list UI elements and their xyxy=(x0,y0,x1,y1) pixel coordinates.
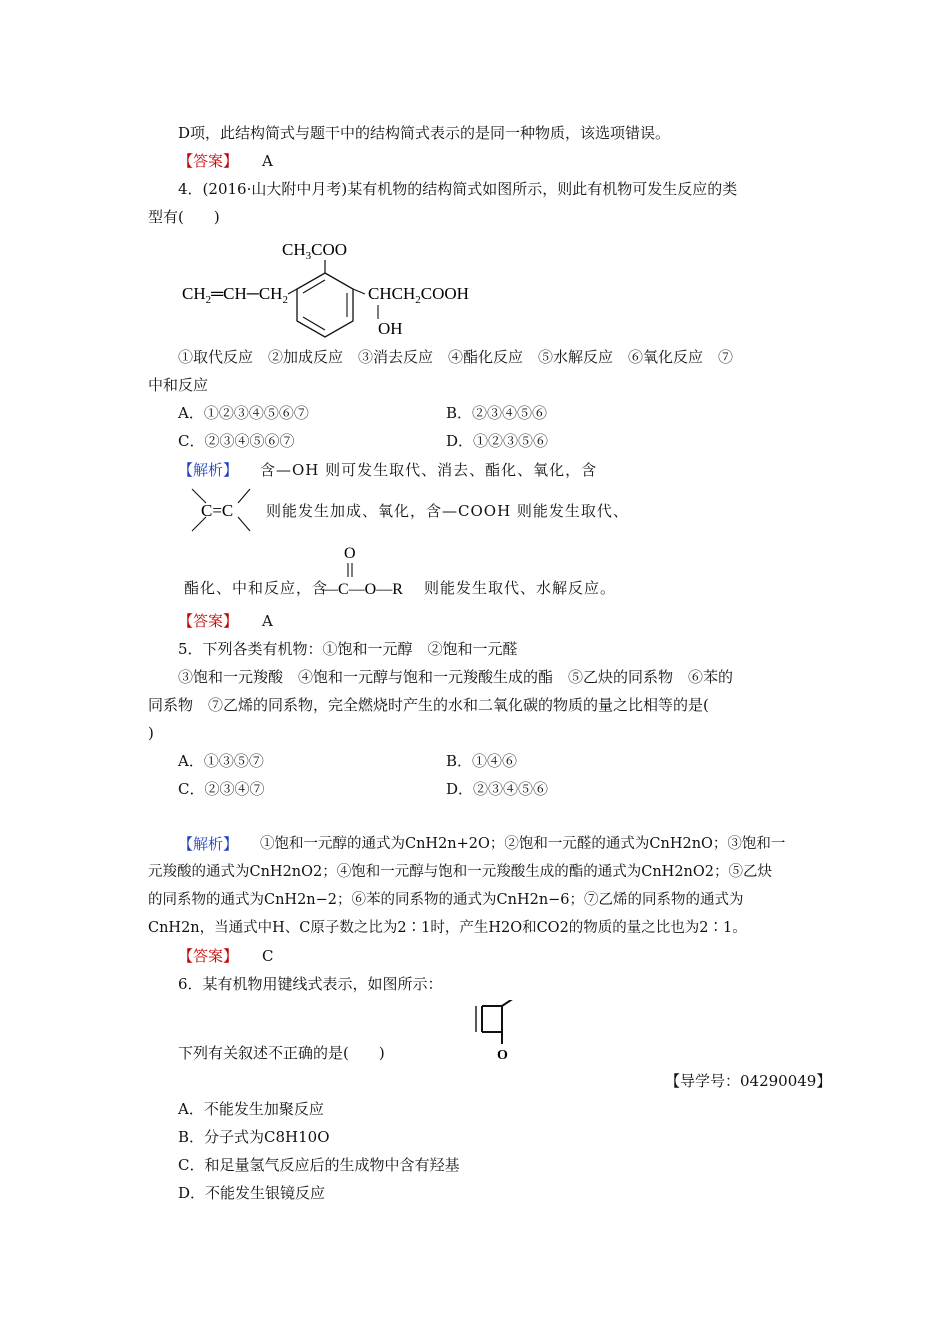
option-d: D．②③④⑤⑥ xyxy=(446,780,549,798)
analysis-text: ①饱和一元醇的通式为CnH2n+2O；②饱和一元醛的通式为CnH2nO；③饱和一 xyxy=(260,836,786,852)
carbonyl-o-label: O xyxy=(344,545,356,562)
option-c: C．②③④⑦ xyxy=(178,780,265,798)
analysis-text: 酯化、中和反应，含 xyxy=(184,579,329,597)
analysis-text: 的同系物的通式为CnH2n−2；⑥苯的同系物的通式为CnH2n−6；⑦乙烯的同系物的通式为 xyxy=(148,892,744,908)
allyl-chain-label: $CH_2═CH─CH_2$ xyxy=(182,284,288,306)
option-a: A．①②③④⑤⑥⑦ xyxy=(178,404,309,422)
option-c: C．②③④⑤⑥⑦ xyxy=(178,432,295,450)
answer-tag: 【答案】 xyxy=(178,152,239,170)
option-a: A．不能发生加聚反应 xyxy=(178,1100,324,1118)
question-5-stem-cont: ③饱和一元羧酸 ④饱和一元醇与饱和一元羧酸生成的酯 ⑤乙炔的同系物 ⑥苯的 xyxy=(178,668,734,686)
d-option-note: D项，此结构简式与题干中的结构简式表示的是同一种物质，该选项错误。 xyxy=(178,124,671,142)
analysis-text: CnH2n，当通式中H、C原子数之比为2∶1时，产生H2O和CO2的物质的量之比也为2∶1。 xyxy=(148,920,747,936)
option-b: B．分子式为C8H10O xyxy=(178,1128,330,1146)
oxygen-label: O xyxy=(497,1048,508,1063)
option-b: B．①④⑥ xyxy=(446,752,518,770)
option-a: A．①③⑤⑦ xyxy=(178,752,264,770)
ester-group-figure xyxy=(320,540,420,602)
analysis-tag: 【解析】 xyxy=(178,835,239,853)
ester-chain-label: —C—O—R xyxy=(322,581,403,598)
answer-tag: 【答案】 xyxy=(178,947,239,965)
option-d: D．不能发生银镜反应 xyxy=(178,1184,326,1202)
alkene-label: C=C xyxy=(201,501,234,520)
structure-figure-q4 xyxy=(175,233,505,343)
acetate-group-label: $CH_3COO$ xyxy=(282,240,348,262)
analysis-text: 则能发生加成、氧化，含—COOH 则能发生取代、 xyxy=(266,502,629,520)
question-5-stem-cont: 同系物 ⑦乙烯的同系物，完全燃烧时产生的水和二氧化碳的物质的量之比相等的是( xyxy=(148,696,709,714)
question-6-stem: 6．某有机物用键线式表示，如图所示： xyxy=(178,975,443,993)
side-chain-label: $CHCH_2COOH$ xyxy=(368,284,469,306)
question-5-stem-cont: ) xyxy=(148,724,154,742)
bond-line-figure-q6 xyxy=(464,1000,534,1064)
analysis-tag: 【解析】 xyxy=(178,461,239,479)
analysis-text: 元羧酸的通式为CnH2nO2；④饱和一元醇与饱和一元羧酸生成的酯的通式为CnH2nO2；⑤乙炔 xyxy=(148,864,773,880)
question-5-stem: 5．下列各类有机物：①饱和一元醇 ②饱和一元醛 xyxy=(178,640,518,658)
answer-value: A xyxy=(262,612,273,630)
question-4-stem-cont: 型有( ) xyxy=(148,208,220,226)
question-4-stem: 4．(2016·山大附中月考)某有机物的结构简式如图所示，则此有机物可发生反应的类 xyxy=(178,180,738,198)
answer-value: C xyxy=(262,947,274,965)
guide-number: 【导学号：04290049】 xyxy=(665,1072,832,1090)
reaction-types-cont: 中和反应 xyxy=(148,376,209,394)
hydroxyl-label: OH xyxy=(378,319,403,338)
answer-value: A xyxy=(262,152,273,170)
reaction-types: ①取代反应 ②加成反应 ③消去反应 ④酯化反应 ⑤水解反应 ⑥氧化反应 ⑦ xyxy=(178,348,734,366)
alkene-bond-figure xyxy=(182,486,262,538)
option-b: B．②③④⑤⑥ xyxy=(446,404,548,422)
question-6-prompt: 下列有关叙述不正确的是( ) xyxy=(178,1044,385,1062)
analysis-text: 则能发生取代、水解反应。 xyxy=(424,579,617,597)
answer-tag: 【答案】 xyxy=(178,612,239,630)
option-c: C．和足量氢气反应后的生成物中含有羟基 xyxy=(178,1156,460,1174)
option-d: D．①②③⑤⑥ xyxy=(446,432,549,450)
analysis-text: 含—OH 则可发生取代、消去、酯化、氧化，含 xyxy=(260,461,598,479)
